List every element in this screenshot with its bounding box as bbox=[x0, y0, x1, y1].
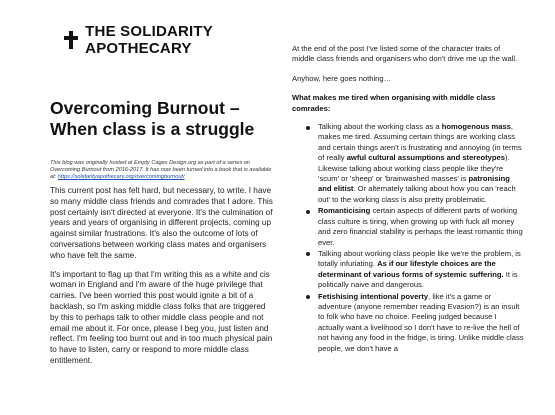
brand-name: THE SOLIDARITY APOTHECARY bbox=[85, 23, 213, 57]
text-run: certain aspects of different parts of working class culture is tiring, when growing up with fuck all money and zero financial stability is perhaps the least romantic thing ever. bbox=[318, 206, 523, 247]
right-column bbox=[292, 44, 524, 355]
bold-phrase: homogenous mass bbox=[441, 122, 511, 132]
bullet-list bbox=[292, 122, 524, 354]
article-title: Overcoming Burnout – When class is a struggle bbox=[50, 98, 255, 139]
bullet-item bbox=[318, 206, 524, 248]
brand-logo[interactable] bbox=[50, 23, 275, 57]
bullet-item bbox=[318, 249, 524, 291]
bold-phrase: patronising and elitist bbox=[318, 174, 510, 194]
list-heading: What makes me tired when organising with middle class comrades: bbox=[292, 93, 496, 113]
text-run: , makes me tired. Assuming certain things are working class and certain things aren't is frustrating and annoying (in terms of really bbox=[318, 122, 522, 163]
right-paragraph-2: Anyhow, here goes nothing… bbox=[292, 73, 392, 83]
left-paragraph-1: This current post has felt hard, but necessary, to write. I have so many middle class friends and comrades that I adore. This post certainly isn't directed at everyone. It's the culmination of years and years of organising in different projects, coming up against similar frustrations. It's also the outcome of lots of conversations between working class mates and organisers who have felt the same. bbox=[50, 186, 273, 260]
cross-icon bbox=[64, 31, 75, 49]
text-run: Talking about the working class as a bbox=[318, 122, 442, 132]
left-column bbox=[50, 23, 275, 375]
bold-phrase: Fetishising intentional poverty bbox=[318, 291, 429, 301]
bold-phrase: As if our lifestyle choices are the determinant of various forms of systemic suffering. bbox=[318, 259, 504, 279]
bullet-item bbox=[318, 292, 524, 354]
intro-note: This blog was originally hosted at Empty Cages Design.org as part of a series on Overcoming Burnout from 2016-2017. It has now been turned into a book that is available at: https://solidarityapothecary.org/overcomingburnout/ bbox=[50, 160, 272, 180]
left-paragraph-2: It's important to flag up that I'm writing this as a white and cis woman in England and I'm aware of the huge privilege that carries. I've been worried this post would ignite a bit of a backlash, so I'm asking middle class folks that are triggered by this to perhaps talk to other middle class people and not email me about it. For once, please I beg you, just listen and reflect. I'm feeling too burnt out and in too much physical pain to have to listen, carry or respond to more middle class entitlement. bbox=[50, 269, 273, 365]
text-run: It is politically naive and dangerous. bbox=[318, 269, 518, 290]
bold-phrase: Romanticising bbox=[318, 206, 371, 216]
bullet-item bbox=[318, 122, 524, 205]
right-paragraph-1: At the end of the post I've listed some of the character traits of middle class friends and organisers who don't drive me up the wall. bbox=[292, 44, 518, 64]
text-run: . Or alternately talking about how you can 'reach out' to the working class is also pretty problematic. bbox=[318, 184, 516, 204]
bold-phrase: awful cultural assumptions and stereotypes bbox=[346, 153, 505, 163]
text-run: ). Likewise talking about working class people like they're 'scum' or 'sheep' or 'brainwashed masses' is bbox=[318, 153, 510, 184]
text-run: Talking about working class people like we're the problem, is totally infuriating. bbox=[318, 248, 521, 269]
book-link[interactable]: https://solidarityapothecary.org/overcomingburnout/ bbox=[57, 174, 185, 180]
text-run: , like it's a game or adventure (anyone remember reading Evasion?) is an insult to folk who have no choice. Feeling judged because I actually want a livelihood so I don't have to re-live the hell of not having any food in the fridge, is tiring. Unlike middle class people, we don't have a bbox=[318, 291, 524, 353]
